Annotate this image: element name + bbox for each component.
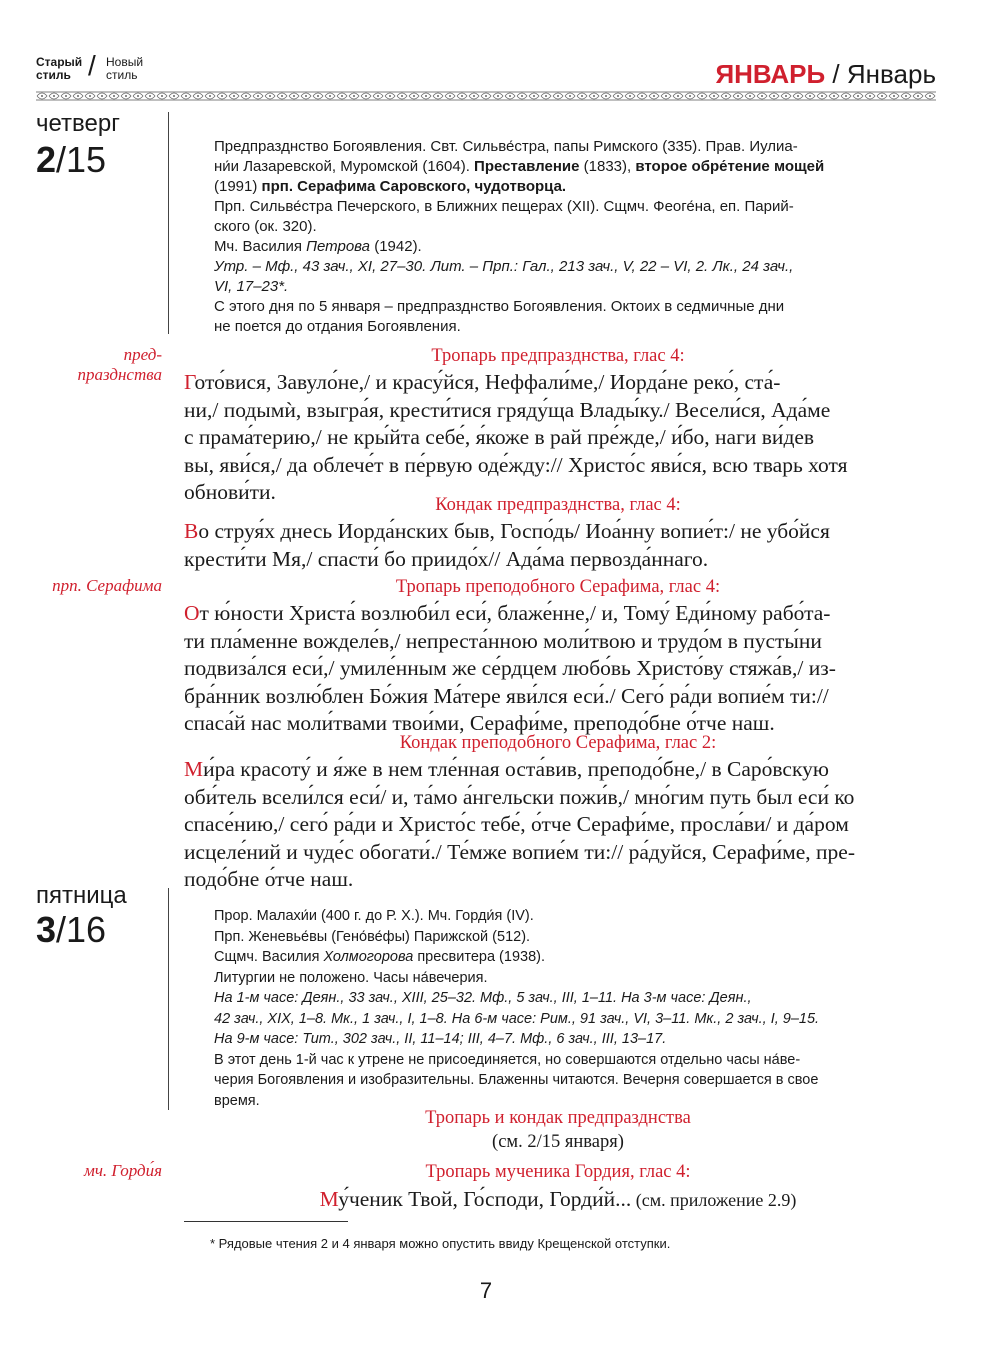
hymn-heading: Кондак предпразднства, глас 4: xyxy=(435,495,681,515)
side-note: прп. Серафима xyxy=(52,576,162,595)
day-info: Прор. Малахи́и (400 г. до Р. Х.). Мч. Горди́я (IV). Прп. Женевье́вы (Гено́ве́фы) Парижской (512). Сщмч. Василия Холмогорова пресвитера (1938). Литургии не положено. Часы на́вечерия. На 1-м часе: Деян., 33 зач., XIII, 25–32. Мф., 5 зач., III, 1–11. На 3-м часе: Деян., 42 зач., XIX, 1–8. Мк., 1 зач., I, 1–8. На 6-м часе: Рим., 91 зач., VI, 3–11. Мк., 2 зач., I, 9–15. На 9-м часе: Тит., 302 зач., II, 11–14; III, 4–7. Мф., 6 зач., III, 13–17. В этот день 1-й час к утрене не присоединяется, но совершаются отдельно часы на́ве- черия Богоявления и изобразительны. Блаженны читаются. Вечерня совершается в свое время. xyxy=(214,908,820,1109)
new-style-label: Новый стиль xyxy=(106,55,144,82)
hymn-text: Гото́вися, Завуло́не,/ и красу́йся, Неффали́ме,/ Иорда́не реко́, ста́- ни,/ подымѝ, взыгра́я, крести́тися гряду́ща Влады́ку./ Весели́ся, Ада́ме с прама́терию,/ не кры́йта себе́, я́коже в рай пре́жде,/ и́бо, наги ви́дев вы, яви́ся,/ да облече́т в пе́рвую оде́жду:// Христо́с яви́ся, всю тварь хотя обнови́ти. xyxy=(184,370,848,504)
footnote: * Рядовые чтения 2 и 4 января можно опустить ввиду Крещенской отступки. xyxy=(210,1236,671,1251)
hymn-heading: Тропарь преподобного Серафима, глас 4: xyxy=(395,577,721,597)
footnote-rule xyxy=(184,1221,348,1222)
hymn-heading: Кондак преподобного Серафима, глас 2: xyxy=(399,733,717,753)
day-info: Предпразднство Богоявления. Свт. Сильве́стра, папы Римского (335). Прав. Иулиа- ни́и Лазаревской, Муромской (1604). Преставление (1833), второе обре́тение мощей (1991) прп. Серафима Саровского, чудотворца. Прп. Сильве́стра Печерского, в Ближних пещерах (XII). Сщмч. Феоге́на, еп. Парий- ского (ок. 320). Мч. Василия Петрова (1942). Утр. – Мф., 43 зач., XI, 27–30. Лит. – Прп.: Гал., 213 зач., V, 22 – VI, 2. Лк., 24 зач., VI, 17–23*. С этого дня по 5 января – предпразднство Богоявления. Октоих в седмичные дни не поется до отдания Богоявления. xyxy=(214,138,825,335)
side-note: пред- празднства xyxy=(77,345,162,384)
day-weekday: пятница xyxy=(36,882,127,909)
side-note: мч. Горди́я xyxy=(83,1161,162,1180)
page-number: 7 xyxy=(479,1278,493,1303)
day-weekday: четверг xyxy=(36,110,120,137)
vertical-rule xyxy=(168,112,169,334)
old-style-label: Старый стиль xyxy=(36,55,83,82)
hymn-text: Во струя́х днесь Иорда́нских быв, Госпо́дь/ Иоа́нну вопие́т:/ не убо́йся крести́ти Мя,/ спасти́ бо приидо́х// Ада́ма первозда́ннаго. xyxy=(184,519,830,571)
ornament-divider-icon xyxy=(36,90,936,102)
hymn-heading: Тропарь и кондак предпразднства xyxy=(425,1108,691,1128)
hymn-heading: Тропарь предпразднства, глас 4: xyxy=(431,346,685,366)
day-date: 3/16 xyxy=(36,909,107,950)
vertical-rule xyxy=(168,888,169,1110)
hymn-reference: (см. 2/15 января) xyxy=(492,1132,624,1152)
day-date: 2/15 xyxy=(36,139,107,180)
hymn-text: От ю́ности Христа́ возлюби́л еси́, блаже́нне,/ и, Тому́ Еди́ному рабо́та- ти пла́менне вожделе́в,/ непреста́нною моли́твою и трудо́м в пусты́ни подвиза́лся еси́,/ умиле́нным же се́рдцем любо́вь Христо́ву стяжа́в,/ из- бра́нник возлю́блен Бо́жия Ма́тере яви́лся еси́./ Сего́ ра́ди вопие́м ти:// спаса́й нас моли́твами твои́ми, Серафи́ме, преподо́бне о́тче наш. xyxy=(184,601,836,735)
hymn-heading: Тропарь мученика Гордия, глас 4: xyxy=(425,1162,691,1182)
hymn-text: Му́ченик Твой, Го́споди, Горди́й... (см. приложение 2.9) xyxy=(319,1187,797,1211)
month-title: ЯНВАРЬ / Январь xyxy=(715,59,936,89)
style-slash: / xyxy=(88,50,96,81)
hymn-text: Ми́ра красоту́ и я́же в нем тле́нная оста́вив, преподо́бне,/ в Саро́вскую оби́тель всели́лся еси́/ и, та́мо а́нгельски пожи́в,/ мно́гим путь был еси́ ко спасе́нию,/ сего́ ра́ди и Христо́с тебе́, о́тче Серафи́ме, просла́ви/ и да́ром исцеле́ний и чуде́с обогати́./ Те́мже вопие́м ти:// ра́дуйся, Серафи́ме, пре- подо́бне о́тче наш. xyxy=(184,757,855,891)
